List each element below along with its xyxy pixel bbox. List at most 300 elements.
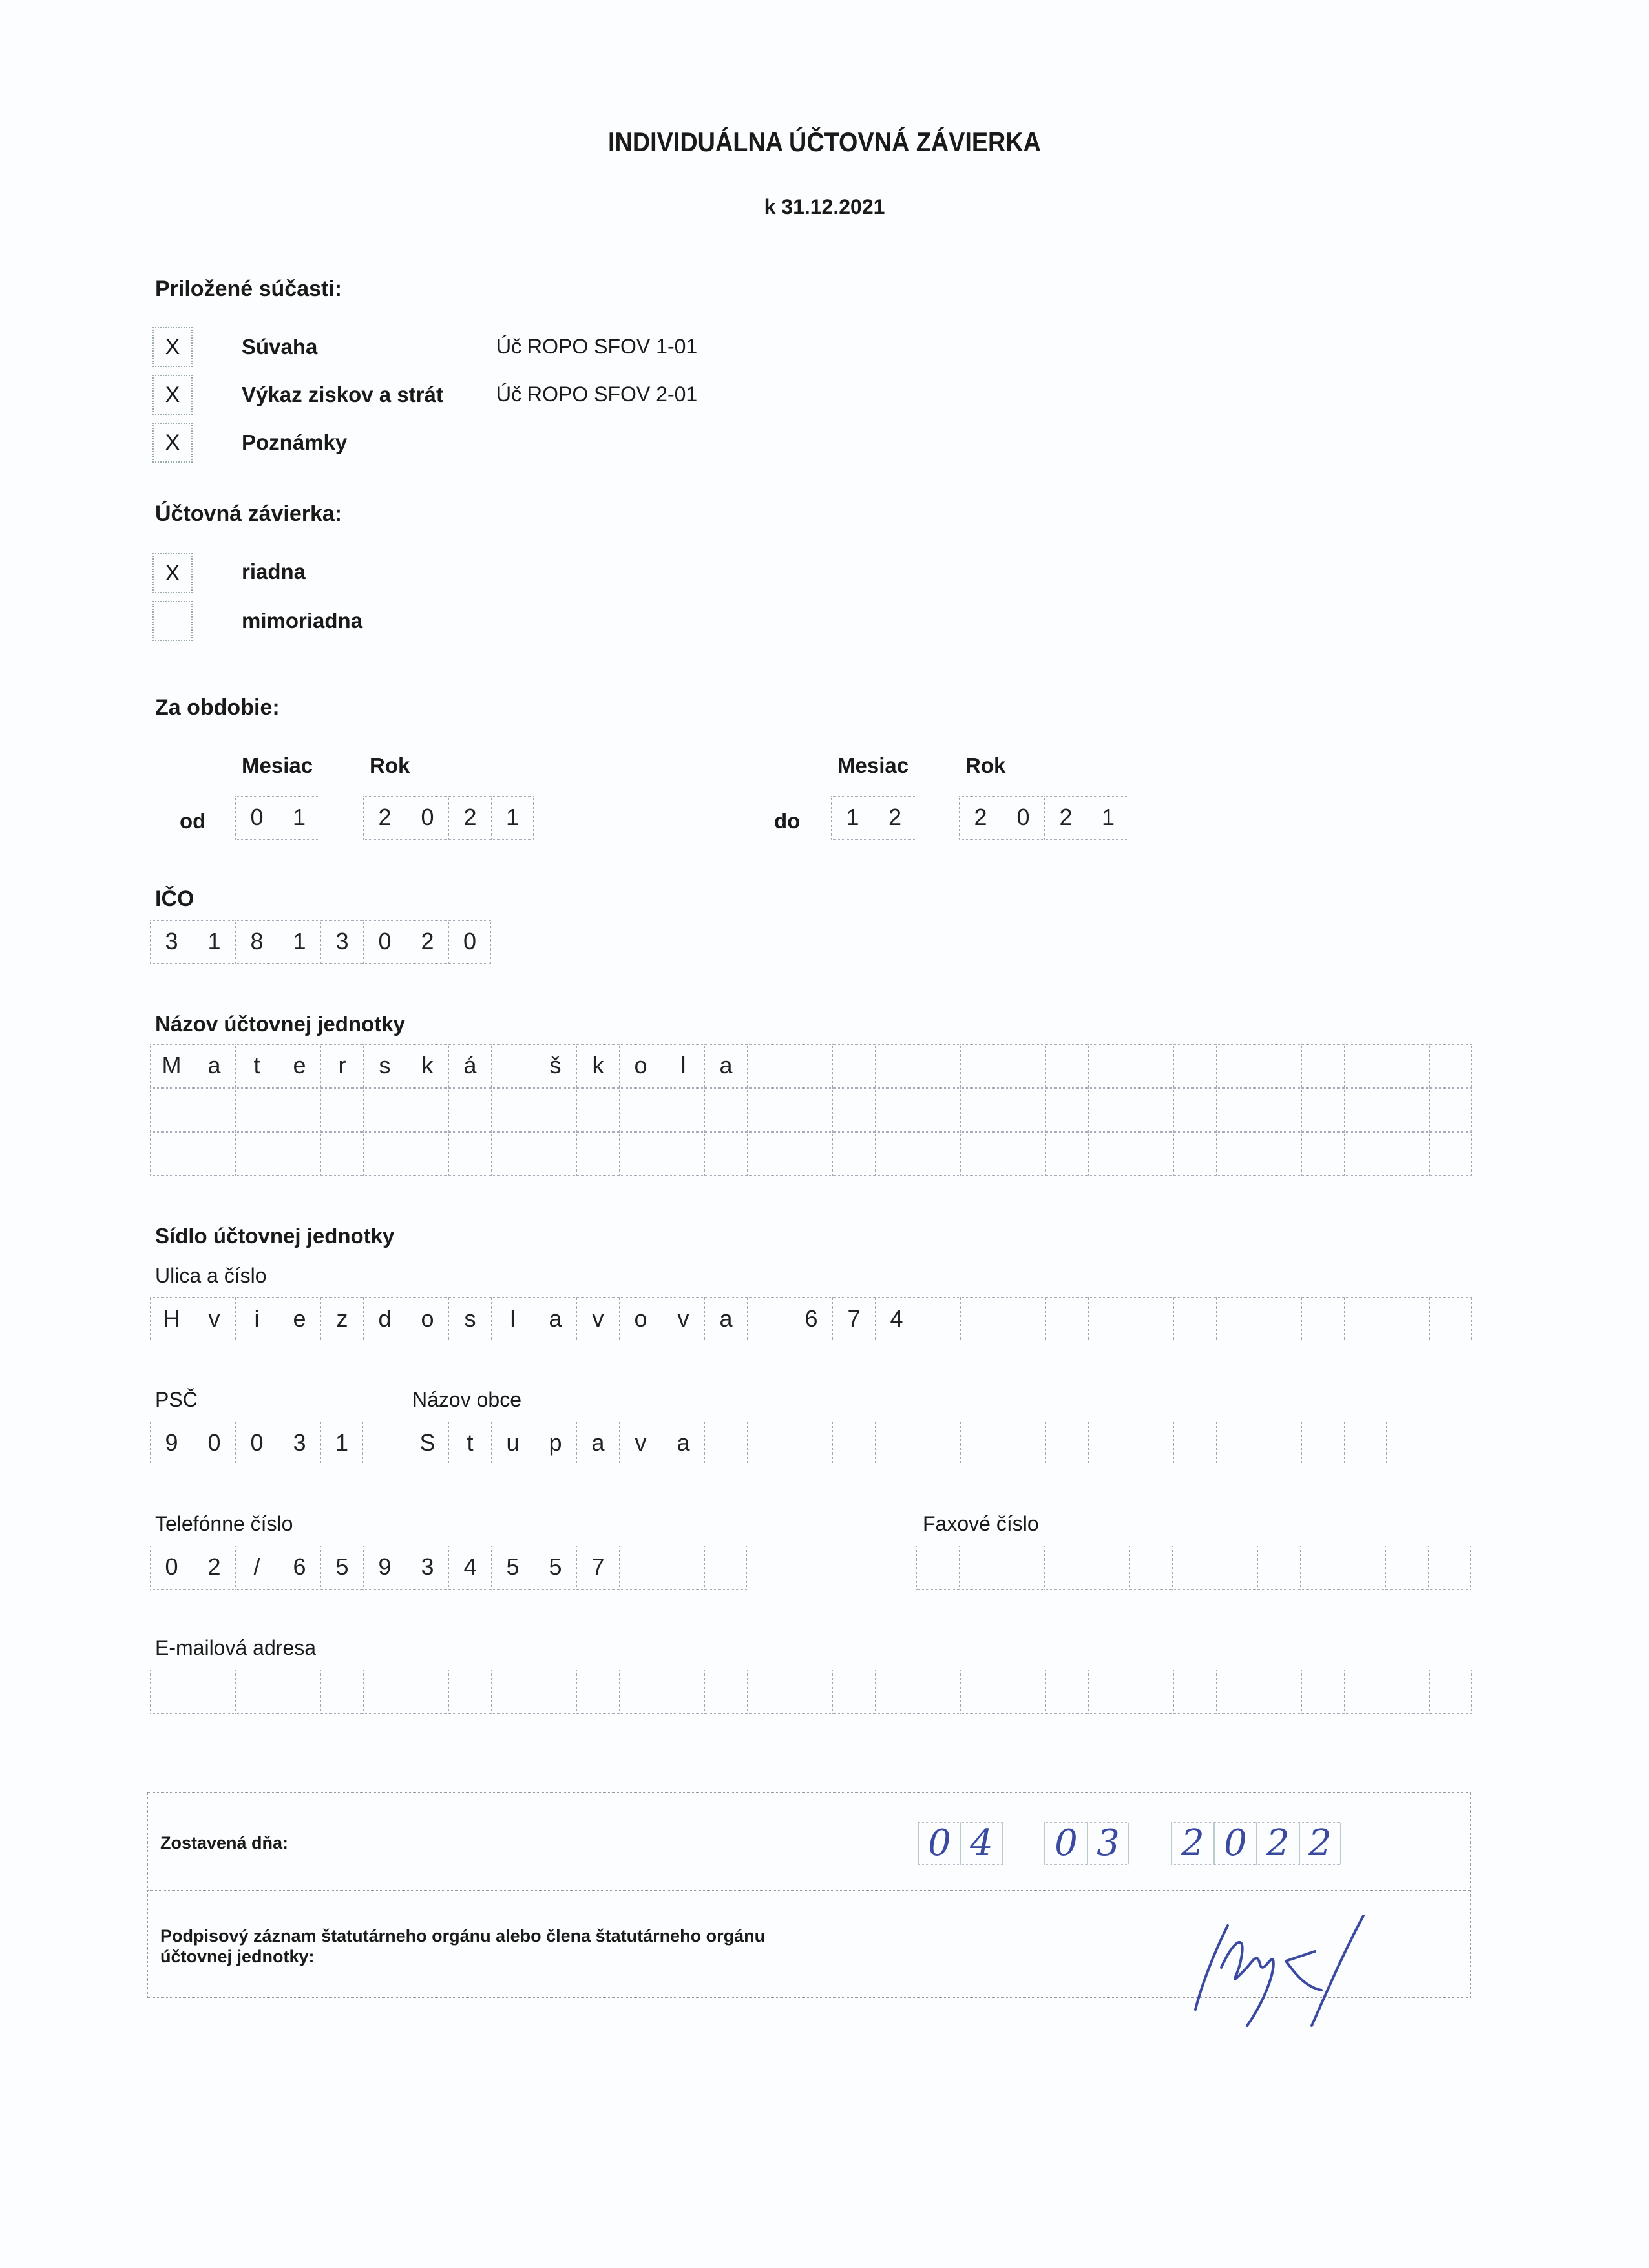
letter-cell: [1173, 1670, 1216, 1714]
letter-cell: [1088, 1088, 1131, 1132]
letter-cell: [747, 1670, 790, 1714]
letter-cell: 5: [534, 1546, 576, 1590]
letter-cell: [1088, 1297, 1131, 1341]
letter-cell: [662, 1670, 704, 1714]
letter-cell: [1216, 1088, 1259, 1132]
letter-cell: v: [619, 1422, 662, 1465]
letter-cell: [150, 1132, 193, 1176]
letter-cell: l: [662, 1044, 704, 1088]
letter-cell: [1003, 1297, 1045, 1341]
letter-cell: [1045, 1088, 1088, 1132]
from-month-label: Mesiac: [242, 753, 313, 777]
letter-cell: [235, 1132, 278, 1176]
letter-cell: [747, 1132, 790, 1176]
letter-cell: [1173, 1044, 1216, 1088]
to-label: do: [774, 809, 801, 833]
letter-cell: [704, 1422, 747, 1465]
letter-cell: [875, 1422, 918, 1465]
checkbox-vykaz[interactable]: X: [152, 375, 193, 415]
letter-cell: [1088, 1044, 1131, 1088]
letter-cell: v: [662, 1297, 704, 1341]
letter-cell: s: [363, 1044, 406, 1088]
letter-cell: [491, 1088, 534, 1132]
letter-cell: [832, 1088, 875, 1132]
street-field[interactable]: [150, 1297, 1472, 1341]
letter-cell: [534, 1132, 576, 1176]
letter-cell: [1259, 1088, 1301, 1132]
letter-cell: [1259, 1297, 1301, 1341]
digit-cell: 1: [193, 920, 235, 964]
letter-cell: 9: [150, 1422, 193, 1465]
signature-label-line-2: účtovnej jednotky:: [160, 1947, 315, 1966]
letter-cell: [959, 1546, 1002, 1590]
letter-cell: [1259, 1670, 1301, 1714]
letter-cell: [1344, 1670, 1387, 1714]
letter-cell: 4: [875, 1297, 918, 1341]
digit-cell: 0: [1002, 796, 1044, 840]
compiled-day-field[interactable]: [918, 1822, 1003, 1865]
letter-cell: [1131, 1297, 1173, 1341]
document-date: k 31.12.2021: [764, 195, 885, 218]
digit-cell: 2: [959, 796, 1002, 840]
label-riadna: riadna: [242, 560, 306, 583]
letter-cell: k: [406, 1044, 448, 1088]
letter-cell: [278, 1670, 320, 1714]
letter-cell: [662, 1546, 704, 1590]
letter-cell: [960, 1422, 1003, 1465]
letter-cell: [918, 1132, 960, 1176]
letter-cell: [960, 1088, 1003, 1132]
letter-cell: [1172, 1546, 1215, 1590]
checkbox-riadna[interactable]: X: [152, 553, 193, 593]
letter-cell: [1387, 1088, 1429, 1132]
letter-cell: [1088, 1132, 1131, 1176]
letter-cell: [1387, 1297, 1429, 1341]
letter-cell: [491, 1132, 534, 1176]
digit-cell: 2: [448, 796, 491, 840]
letter-cell: 1: [320, 1422, 363, 1465]
letter-cell: [875, 1670, 918, 1714]
letter-cell: [1129, 1546, 1172, 1590]
letter-cell: [1003, 1422, 1045, 1465]
letter-cell: [1003, 1044, 1045, 1088]
letter-cell: i: [235, 1297, 278, 1341]
closing-heading: Účtovná závierka:: [155, 501, 342, 526]
city-label: Názov obce: [412, 1388, 521, 1411]
letter-cell: [1216, 1132, 1259, 1176]
letter-cell: [747, 1297, 790, 1341]
email-field[interactable]: [150, 1670, 1472, 1714]
grid-row: [150, 1546, 747, 1590]
letter-cell: [619, 1670, 662, 1714]
letter-cell: [918, 1044, 960, 1088]
digit-cell: 1: [278, 920, 320, 964]
letter-cell: [704, 1132, 747, 1176]
letter-cell: p: [534, 1422, 576, 1465]
letter-cell: [1387, 1132, 1429, 1176]
letter-cell: [1002, 1546, 1044, 1590]
letter-cell: [790, 1044, 832, 1088]
psc-label: PSČ: [155, 1388, 198, 1411]
handwritten-digit: 3: [1087, 1822, 1129, 1865]
letter-cell: [1216, 1297, 1259, 1341]
letter-cell: [320, 1670, 363, 1714]
digit-cell: 2: [363, 796, 406, 840]
letter-cell: [193, 1670, 235, 1714]
digit-cell: 1: [1087, 796, 1129, 840]
letter-cell: [1173, 1422, 1216, 1465]
to-month-field[interactable]: [831, 796, 916, 840]
to-year-field[interactable]: [959, 796, 1129, 840]
letter-cell: [1131, 1044, 1173, 1088]
letter-cell: e: [278, 1044, 320, 1088]
letter-cell: [1301, 1297, 1344, 1341]
letter-cell: r: [320, 1044, 363, 1088]
letter-cell: [918, 1088, 960, 1132]
from-label: od: [180, 809, 206, 833]
from-year-label: Rok: [370, 753, 410, 777]
letter-cell: a: [534, 1297, 576, 1341]
letter-cell: [193, 1088, 235, 1132]
name-field[interactable]: [150, 1044, 1472, 1176]
letter-cell: [1045, 1132, 1088, 1176]
letter-cell: o: [619, 1044, 662, 1088]
letter-cell: [491, 1670, 534, 1714]
letter-cell: [790, 1422, 832, 1465]
handwritten-signature: [1182, 1913, 1389, 2029]
letter-cell: [534, 1088, 576, 1132]
letter-cell: [363, 1132, 406, 1176]
digit-cell: 1: [278, 796, 320, 840]
letter-cell: 5: [491, 1546, 534, 1590]
letter-cell: [193, 1132, 235, 1176]
letter-cell: [1087, 1546, 1129, 1590]
letter-cell: [363, 1670, 406, 1714]
fax-label: Faxové číslo: [923, 1512, 1039, 1535]
letter-cell: [918, 1670, 960, 1714]
handwritten-digit: 0: [918, 1822, 960, 1865]
letter-cell: [1088, 1422, 1131, 1465]
letter-cell: [576, 1670, 619, 1714]
signature-label: [160, 1926, 781, 1967]
label-vykaz: Výkaz ziskov a strát: [242, 383, 443, 406]
letter-cell: a: [704, 1297, 747, 1341]
letter-cell: a: [576, 1422, 619, 1465]
letter-cell: t: [235, 1044, 278, 1088]
letter-cell: /: [235, 1546, 278, 1590]
letter-cell: 2: [193, 1546, 235, 1590]
letter-cell: S: [406, 1422, 448, 1465]
letter-cell: [619, 1088, 662, 1132]
letter-cell: [918, 1297, 960, 1341]
letter-cell: [832, 1670, 875, 1714]
digit-cell: 0: [406, 796, 448, 840]
letter-cell: [704, 1546, 747, 1590]
label-suvaha: Súvaha: [242, 335, 318, 359]
letter-cell: [747, 1044, 790, 1088]
letter-cell: [1131, 1422, 1173, 1465]
letter-cell: [1344, 1088, 1387, 1132]
letter-cell: 3: [278, 1422, 320, 1465]
letter-cell: [1045, 1422, 1088, 1465]
label-mimoriadna: mimoriadna: [242, 609, 363, 633]
letter-cell: a: [193, 1044, 235, 1088]
letter-cell: [1257, 1546, 1300, 1590]
period-heading: Za obdobie:: [155, 695, 280, 720]
checkbox-mimoriadna[interactable]: [152, 601, 193, 641]
letter-cell: [1131, 1670, 1173, 1714]
document-title: INDIVIDUÁLNA ÚČTOVNÁ ZÁVIERKA: [608, 127, 1041, 157]
letter-cell: [875, 1044, 918, 1088]
letter-cell: o: [406, 1297, 448, 1341]
to-month-label: Mesiac: [837, 753, 909, 777]
letter-cell: 6: [790, 1297, 832, 1341]
letter-cell: [1216, 1044, 1259, 1088]
letter-cell: [1003, 1132, 1045, 1176]
letter-cell: [320, 1088, 363, 1132]
letter-cell: [1088, 1670, 1131, 1714]
grid-row: [150, 1670, 1472, 1714]
letter-cell: [235, 1088, 278, 1132]
letter-cell: [960, 1132, 1003, 1176]
letter-cell: [1259, 1044, 1301, 1088]
digit-cell: 0: [363, 920, 406, 964]
letter-cell: [832, 1132, 875, 1176]
letter-cell: [448, 1670, 491, 1714]
letter-cell: [278, 1088, 320, 1132]
letter-cell: [1387, 1044, 1429, 1088]
letter-cell: [790, 1670, 832, 1714]
letter-cell: [1301, 1670, 1344, 1714]
letter-cell: [1344, 1422, 1387, 1465]
letter-cell: [1216, 1670, 1259, 1714]
letter-cell: [406, 1088, 448, 1132]
letter-cell: [747, 1088, 790, 1132]
handwritten-digit: 2: [1256, 1822, 1299, 1865]
letter-cell: [1173, 1132, 1216, 1176]
letter-cell: [448, 1088, 491, 1132]
code-vykaz: Úč ROPO SFOV 2-01: [496, 383, 698, 406]
letter-cell: [1045, 1044, 1088, 1088]
letter-cell: [1428, 1546, 1471, 1590]
letter-cell: [1131, 1132, 1173, 1176]
letter-cell: [1429, 1297, 1472, 1341]
divider: [148, 1890, 1470, 1891]
letter-cell: z: [320, 1297, 363, 1341]
letter-cell: s: [448, 1297, 491, 1341]
letter-cell: 5: [320, 1546, 363, 1590]
letter-cell: [406, 1670, 448, 1714]
grid-row: [916, 1546, 1471, 1590]
letter-cell: a: [662, 1422, 704, 1465]
letter-cell: 4: [448, 1546, 491, 1590]
letter-cell: 7: [832, 1297, 875, 1341]
letter-cell: 3: [406, 1546, 448, 1590]
address-heading: Sídlo účtovnej jednotky: [155, 1224, 395, 1248]
psc-field[interactable]: [150, 1422, 363, 1465]
letter-cell: á: [448, 1044, 491, 1088]
letter-cell: a: [704, 1044, 747, 1088]
letter-cell: [1044, 1546, 1087, 1590]
code-suvaha: Úč ROPO SFOV 1-01: [496, 335, 698, 358]
letter-cell: [1301, 1132, 1344, 1176]
name-label: Názov účtovnej jednotky: [155, 1012, 405, 1036]
letter-cell: [320, 1132, 363, 1176]
letter-cell: d: [363, 1297, 406, 1341]
letter-cell: [960, 1297, 1003, 1341]
letter-cell: u: [491, 1422, 534, 1465]
letter-cell: [1387, 1670, 1429, 1714]
digit-cell: 3: [320, 920, 363, 964]
letter-cell: [491, 1044, 534, 1088]
letter-cell: [235, 1670, 278, 1714]
letter-cell: H: [150, 1297, 193, 1341]
letter-cell: [1259, 1422, 1301, 1465]
letter-cell: [1301, 1044, 1344, 1088]
letter-cell: [150, 1670, 193, 1714]
letter-cell: [747, 1422, 790, 1465]
letter-cell: v: [576, 1297, 619, 1341]
letter-cell: o: [619, 1297, 662, 1341]
letter-cell: [1429, 1088, 1472, 1132]
letter-cell: [576, 1132, 619, 1176]
letter-cell: [662, 1132, 704, 1176]
letter-cell: [1301, 1088, 1344, 1132]
to-year-label: Rok: [965, 753, 1006, 777]
fax-field[interactable]: [916, 1546, 1471, 1590]
letter-cell: 7: [576, 1546, 619, 1590]
checkbox-suvaha[interactable]: X: [152, 327, 193, 367]
letter-cell: l: [491, 1297, 534, 1341]
digit-cell: 1: [831, 796, 874, 840]
digit-cell: 3: [150, 920, 193, 964]
digit-cell: 2: [1044, 796, 1087, 840]
letter-cell: [1344, 1297, 1387, 1341]
letter-cell: [1429, 1044, 1472, 1088]
letter-cell: [576, 1088, 619, 1132]
letter-cell: [790, 1132, 832, 1176]
compiled-year-field[interactable]: [1171, 1822, 1341, 1865]
email-label: E-mailová adresa: [155, 1636, 316, 1659]
letter-cell: 6: [278, 1546, 320, 1590]
street-label: Ulica a číslo: [155, 1264, 267, 1287]
letter-cell: 0: [150, 1546, 193, 1590]
letter-cell: [1344, 1132, 1387, 1176]
components-heading: Priložené súčasti:: [155, 277, 342, 301]
letter-cell: [1300, 1546, 1343, 1590]
digit-cell: 2: [874, 796, 916, 840]
letter-cell: [1003, 1088, 1045, 1132]
letter-cell: k: [576, 1044, 619, 1088]
letter-cell: [704, 1088, 747, 1132]
digit-cell: 8: [235, 920, 278, 964]
checkbox-poznamky[interactable]: X: [152, 423, 193, 463]
letter-cell: [1173, 1297, 1216, 1341]
grid-row: [150, 1422, 363, 1465]
letter-cell: [1045, 1297, 1088, 1341]
letter-cell: [918, 1422, 960, 1465]
letter-cell: [278, 1132, 320, 1176]
letter-cell: [406, 1132, 448, 1176]
digit-cell: 2: [406, 920, 448, 964]
letter-cell: [790, 1088, 832, 1132]
letter-cell: [832, 1044, 875, 1088]
letter-cell: š: [534, 1044, 576, 1088]
letter-cell: [1343, 1546, 1385, 1590]
letter-cell: 9: [363, 1546, 406, 1590]
handwritten-digit: 2: [1171, 1822, 1213, 1865]
letter-cell: e: [278, 1297, 320, 1341]
phone-field[interactable]: [150, 1546, 747, 1590]
phone-label: Telefónne číslo: [155, 1512, 293, 1535]
letter-cell: 0: [235, 1422, 278, 1465]
grid-row: [150, 1044, 1472, 1088]
letter-cell: [1259, 1132, 1301, 1176]
letter-cell: [875, 1088, 918, 1132]
letter-cell: t: [448, 1422, 491, 1465]
handwritten-digit: 4: [960, 1822, 1003, 1865]
letter-cell: [1215, 1546, 1257, 1590]
letter-cell: [1429, 1670, 1472, 1714]
letter-cell: [1003, 1670, 1045, 1714]
letter-cell: [1429, 1132, 1472, 1176]
letter-cell: 0: [193, 1422, 235, 1465]
letter-cell: M: [150, 1044, 193, 1088]
letter-cell: [662, 1088, 704, 1132]
letter-cell: [832, 1422, 875, 1465]
letter-cell: [619, 1132, 662, 1176]
from-year-field[interactable]: [363, 796, 534, 840]
label-poznamky: Poznámky: [242, 430, 348, 454]
compiled-label: Zostavená dňa:: [160, 1833, 289, 1853]
letter-cell: [1131, 1088, 1173, 1132]
letter-cell: [1045, 1670, 1088, 1714]
handwritten-digit: 0: [1044, 1822, 1087, 1865]
compiled-month-field[interactable]: [1044, 1822, 1129, 1865]
letter-cell: [448, 1132, 491, 1176]
letter-cell: [1385, 1546, 1428, 1590]
ico-field[interactable]: [150, 920, 491, 964]
grid-row: [406, 1422, 1387, 1465]
grid-row: [150, 1132, 1472, 1176]
letter-cell: [704, 1670, 747, 1714]
ico-label: IČO: [155, 887, 194, 911]
grid-row: [150, 1297, 1472, 1341]
letter-cell: [1344, 1044, 1387, 1088]
letter-cell: [1173, 1088, 1216, 1132]
digit-cell: 0: [448, 920, 491, 964]
letter-cell: v: [193, 1297, 235, 1341]
letter-cell: [916, 1546, 959, 1590]
letter-cell: [534, 1670, 576, 1714]
letter-cell: [150, 1088, 193, 1132]
city-field[interactable]: [406, 1422, 1387, 1465]
letter-cell: [960, 1670, 1003, 1714]
digit-cell: 1: [491, 796, 534, 840]
letter-cell: [363, 1088, 406, 1132]
letter-cell: [960, 1044, 1003, 1088]
handwritten-digit: 0: [1213, 1822, 1256, 1865]
letter-cell: [875, 1132, 918, 1176]
digit-cell: 0: [235, 796, 278, 840]
handwritten-digit: 2: [1299, 1822, 1341, 1865]
signature-label-line-1: Podpisový záznam štatutárneho orgánu alebo člena štatutárneho orgánu: [160, 1926, 766, 1946]
letter-cell: [619, 1546, 662, 1590]
grid-row: [150, 1088, 1472, 1132]
letter-cell: [1216, 1422, 1259, 1465]
from-month-field[interactable]: [235, 796, 320, 840]
letter-cell: [1301, 1422, 1344, 1465]
